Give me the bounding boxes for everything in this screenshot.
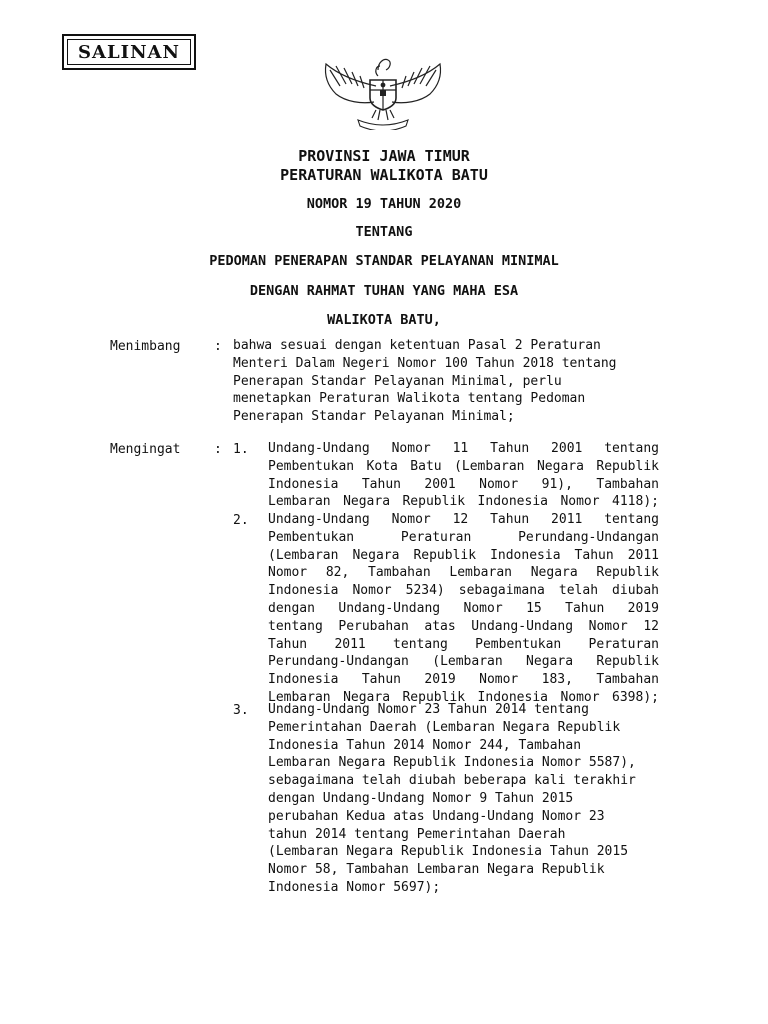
text-line: Undang-Undang Nomor 11 Tahun 2001 tentang [268,441,659,456]
text-line: Menteri Dalam Negeri Nomor 100 Tahun 2018 tentang [233,355,617,371]
mengingat-item-3 [268,701,659,897]
mengingat-label: Mengingat [110,442,181,457]
item-number: 2. [233,513,249,528]
text-line: menetapkan Peraturan Walikota tentang Pedoman [233,391,586,407]
text-line: Indonesia Tahun 2019 Nomor 183, Tambahan [268,672,659,688]
mengingat-item-1 [268,440,659,511]
text-line: Tahun 2011 tentang Pembentukan Peraturan [268,636,659,652]
regulation-number: NOMOR 19 TAHUN 2020 [306,196,462,212]
text-line: Pemerintahan Daerah (Lembaran Negara Republik [268,719,621,735]
text-line: perubahan Kedua atas Undang-Undang Nomor 23 [268,808,605,824]
text-line: bahwa sesuai dengan ketentuan Pasal 2 Peraturan [233,338,601,353]
text-line: Perundang-Undangan (Lembaran Negara Republik [268,654,659,670]
text-line: Indonesia Nomor 5697); [268,879,441,895]
text-line: Indonesia Nomor 5234) sebagaimana telah diubah [268,583,659,599]
text-line: Lembaran Negara Republik Indonesia Nomor 4118); [268,494,659,510]
text-line: Indonesia Tahun 2014 Nomor 244, Tambahan [268,737,582,753]
invocation-heading: DENGAN RAHMAT TUHAN YANG MAHA ESA [249,283,519,299]
salinan-label: SALINAN [67,39,191,65]
text-line: Penerapan Standar Pelayanan Minimal, perlu [233,373,562,389]
regulation-heading: PERATURAN WALIKOTA BATU [280,166,488,184]
text-line: (Lembaran Negara Republik Indonesia Tahun 2011 [268,547,659,563]
text-line: Pembentukan Kota Batu (Lembaran Negara Republik [268,458,659,474]
text-line: dengan Undang-Undang Nomor 15 Tahun 2019 [268,600,659,616]
salinan-stamp [62,34,196,70]
text-line: Penerapan Standar Pelayanan Minimal; [233,409,515,425]
menimbang-paragraph [233,337,655,426]
mengingat-item-2 [268,511,659,707]
item-number: 1. [233,442,249,457]
item-number: 3. [233,703,249,718]
text-line: Nomor 58, Tambahan Lembaran Negara Republik [268,862,605,878]
menimbang-colon: : [214,339,222,354]
text-line: Lembaran Negara Republik Indonesia Nomor 6398); [268,689,659,705]
menimbang-label: Menimbang [110,339,181,354]
province-heading: PROVINSI JAWA TIMUR [298,147,470,165]
text-line: Undang-Undang Nomor 12 Tahun 2011 tentang [268,512,659,527]
text-line: Nomor 82, Tambahan Lembaran Negara Republik [268,565,659,581]
text-line: (Lembaran Negara Republik Indonesia Tahun 2015 [268,844,629,860]
text-line: Lembaran Negara Republik Indonesia Nomor 5587), [268,755,636,771]
text-line: Indonesia Tahun 2001 Nomor 91), Tambahan [268,476,659,492]
regulation-subject: PEDOMAN PENERAPAN STANDAR PELAYANAN MINIMAL [209,253,559,269]
text-line: dengan Undang-Undang Nomor 9 Tahun 2015 [268,790,574,806]
official-heading: WALIKOTA BATU, [327,312,441,328]
garuda-pancasila-emblem-icon [318,46,448,130]
text-line: tentang Perubahan atas Undang-Undang Nomor 12 [268,618,659,634]
mengingat-colon: : [214,442,222,457]
text-line: Undang-Undang Nomor 23 Tahun 2014 tentang [268,702,589,717]
about-heading: TENTANG [355,224,413,240]
text-line: tahun 2014 tentang Pemerintahan Daerah [268,826,566,842]
text-line: sebagaimana telah diubah beberapa kali terakhir [268,773,636,789]
text-line: Pembentukan Peraturan Perundang-Undangan [268,529,659,545]
